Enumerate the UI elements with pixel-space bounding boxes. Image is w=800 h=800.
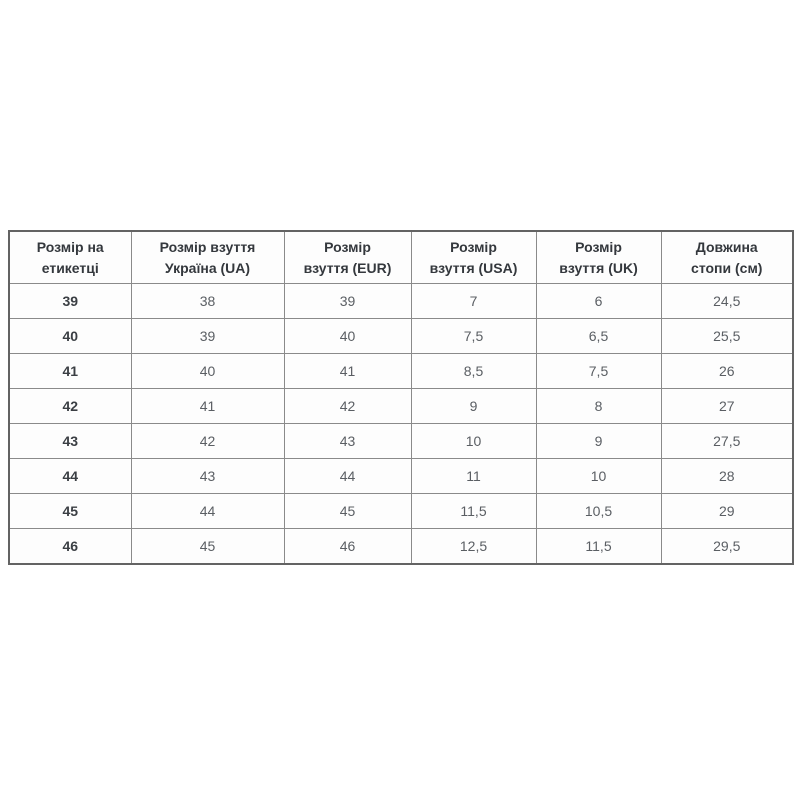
label-size-cell: 42 <box>9 389 131 424</box>
column-header-5: Розмір взуття (UK) <box>536 231 661 284</box>
label-size-cell: 46 <box>9 529 131 565</box>
size-value-cell: 40 <box>284 319 411 354</box>
size-value-cell: 44 <box>284 459 411 494</box>
size-value-cell: 26 <box>661 354 793 389</box>
size-value-cell: 45 <box>131 529 284 565</box>
size-value-cell: 45 <box>284 494 411 529</box>
size-value-cell: 10 <box>536 459 661 494</box>
size-value-cell: 11,5 <box>411 494 536 529</box>
label-size-cell: 40 <box>9 319 131 354</box>
label-size-cell: 39 <box>9 284 131 319</box>
table-row <box>9 319 793 354</box>
size-value-cell: 29,5 <box>661 529 793 565</box>
size-value-cell: 28 <box>661 459 793 494</box>
size-value-cell: 40 <box>131 354 284 389</box>
size-value-cell: 25,5 <box>661 319 793 354</box>
table-row <box>9 494 793 529</box>
column-header-4: Розмір взуття (USA) <box>411 231 536 284</box>
size-conversion-table <box>8 230 794 565</box>
size-value-cell: 10,5 <box>536 494 661 529</box>
table-row <box>9 389 793 424</box>
size-value-cell: 29 <box>661 494 793 529</box>
column-header-2: Розмір взуття Україна (UA) <box>131 231 284 284</box>
size-value-cell: 8,5 <box>411 354 536 389</box>
table-row <box>9 284 793 319</box>
size-value-cell: 46 <box>284 529 411 565</box>
size-value-cell: 42 <box>284 389 411 424</box>
size-value-cell: 41 <box>284 354 411 389</box>
size-value-cell: 24,5 <box>661 284 793 319</box>
table-row <box>9 424 793 459</box>
size-value-cell: 39 <box>284 284 411 319</box>
size-value-cell: 38 <box>131 284 284 319</box>
size-value-cell: 39 <box>131 319 284 354</box>
size-value-cell: 6,5 <box>536 319 661 354</box>
size-conversion-table-wrap <box>8 230 794 565</box>
size-value-cell: 12,5 <box>411 529 536 565</box>
size-value-cell: 10 <box>411 424 536 459</box>
size-value-cell: 11 <box>411 459 536 494</box>
size-value-cell: 8 <box>536 389 661 424</box>
label-size-cell: 44 <box>9 459 131 494</box>
table-row <box>9 459 793 494</box>
size-value-cell: 43 <box>284 424 411 459</box>
size-value-cell: 27 <box>661 389 793 424</box>
size-value-cell: 41 <box>131 389 284 424</box>
column-header-3: Розмір взуття (EUR) <box>284 231 411 284</box>
size-value-cell: 6 <box>536 284 661 319</box>
label-size-cell: 43 <box>9 424 131 459</box>
size-value-cell: 7,5 <box>411 319 536 354</box>
table-row <box>9 354 793 389</box>
size-value-cell: 44 <box>131 494 284 529</box>
column-header-1: Розмір на етикетці <box>9 231 131 284</box>
size-value-cell: 9 <box>411 389 536 424</box>
size-value-cell: 27,5 <box>661 424 793 459</box>
column-header-6: Довжина стопи (см) <box>661 231 793 284</box>
size-value-cell: 9 <box>536 424 661 459</box>
size-value-cell: 7 <box>411 284 536 319</box>
header-row <box>9 231 793 284</box>
size-value-cell: 42 <box>131 424 284 459</box>
size-value-cell: 7,5 <box>536 354 661 389</box>
size-value-cell: 11,5 <box>536 529 661 565</box>
size-value-cell: 43 <box>131 459 284 494</box>
table-row <box>9 529 793 565</box>
label-size-cell: 45 <box>9 494 131 529</box>
label-size-cell: 41 <box>9 354 131 389</box>
